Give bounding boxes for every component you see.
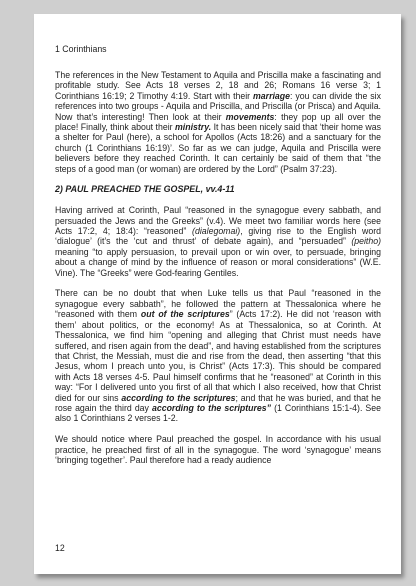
text-run: (1 Corinthians 15:1-4). See also 1 Corinthians 2 verses 1-2. xyxy=(55,402,381,424)
text-run: , giving rise to the English word ‘dialogue’ (it’s the ‘cut and thrust’ of debate again), and “persuaded” xyxy=(55,226,382,247)
emphasis-bold-italic: marriage xyxy=(253,90,290,101)
paragraph xyxy=(55,205,381,278)
emphasis-bold-italic: out of the scriptures xyxy=(140,309,230,320)
text-run: We should notice where Paul preached the gospel. In accordance with his usual practice, he preached first of all in the synagogue. The word ‘synagogue’ means ‘bringing together’. Paul therefore had a ready audience xyxy=(55,434,381,465)
text-run: meaning “to apply persuasion, to prevail upon or win over, to persuade, bringing about a change of mind by the influence of reason or moral considerations” (W.E. Vine). The “Greeks” were God-fearing Gentiles. xyxy=(55,246,381,278)
emphasis-bold-italic: according to the scriptures xyxy=(121,392,236,403)
page-body xyxy=(55,70,381,476)
emphasis-bold-italic: according to the scriptures” xyxy=(151,402,272,413)
emphasis-italic: (dialegomai) xyxy=(192,226,241,237)
paragraph xyxy=(55,434,381,465)
text-run: It has been nicely said that ‘their home was a shelter for Paul (here), a school for Apollos (Acts 18:26) and a sanctuary for the church (1 Corinthians 16:19)’. So far as we can judge, Aquila and Priscilla were believers before they reached Corinth. It can certainly be said of them that “the steps of a good man (or woman) are ordered by the Lord” (Psalm 37:23). xyxy=(55,122,381,174)
running-header: 1 Corinthians xyxy=(55,44,107,54)
text-run: ” (Acts 17:2). He did not ‘reason with them’ about politics, or the economy! As at Thessalonica, so at Corinth. At Thessalonica, we find him “opening and alleging that Christ must needs have suffered, and risen again from the dead”, and having established from the scriptures that Christ, the Messiah, must die and rise from the dead, then asserting “that this Jesus, whom I preach unto you, is Christ” (Acts 17:3). This should be compared with Acts 18 verses 4-5. Paul himself confirms that he “reasoned” at Corinth in this way: “For I delivered unto you first of all that which I also received, how that Christ died for our sins xyxy=(55,309,381,403)
text-run: Having arrived at Corinth, Paul “reasoned in the synagogue every sabbath, and persuaded the Jews and the Greeks” (v.4). We meet two familiar words here (see Acts 17:2, 4; 18:4): “reasoned” xyxy=(55,205,381,237)
text-run: There can be no doubt that when Luke tells us that Paul “reasoned in the synagogue every sabbath”, he followed the pattern at Thessalonica where he “reasoned with them xyxy=(55,288,381,320)
text-run: : you can divide the six references into two groups - Aquila and Priscilla, and Priscilla (or Prisca) and Aquila. Now that’s interesting! Then look at their xyxy=(55,90,381,122)
text-run: ; and that he was buried, and that he rose again the third day xyxy=(55,392,381,413)
emphasis-italic: (peitho) xyxy=(351,236,381,247)
paragraph xyxy=(55,70,381,174)
emphasis-bold-italic: movements xyxy=(225,111,275,122)
text-run: The references in the New Testament to Aquila and Priscilla make a fascinating and profitable study. See Acts 18 verses 2, 18 and 26; Romans 16 verse 3; 1 Corinthians 16:19; 2 Timothy 4:19. Start with their xyxy=(55,70,381,101)
paragraph xyxy=(55,288,381,423)
page-number: 12 xyxy=(55,543,65,553)
text-run: : they pop up all over the place! Finally, think about their xyxy=(55,111,381,133)
section-heading: 2) PAUL PREACHED THE GOSPEL, vv.4-11 xyxy=(55,184,235,195)
emphasis-bold-italic: ministry. xyxy=(175,122,212,133)
book-page xyxy=(34,14,401,574)
